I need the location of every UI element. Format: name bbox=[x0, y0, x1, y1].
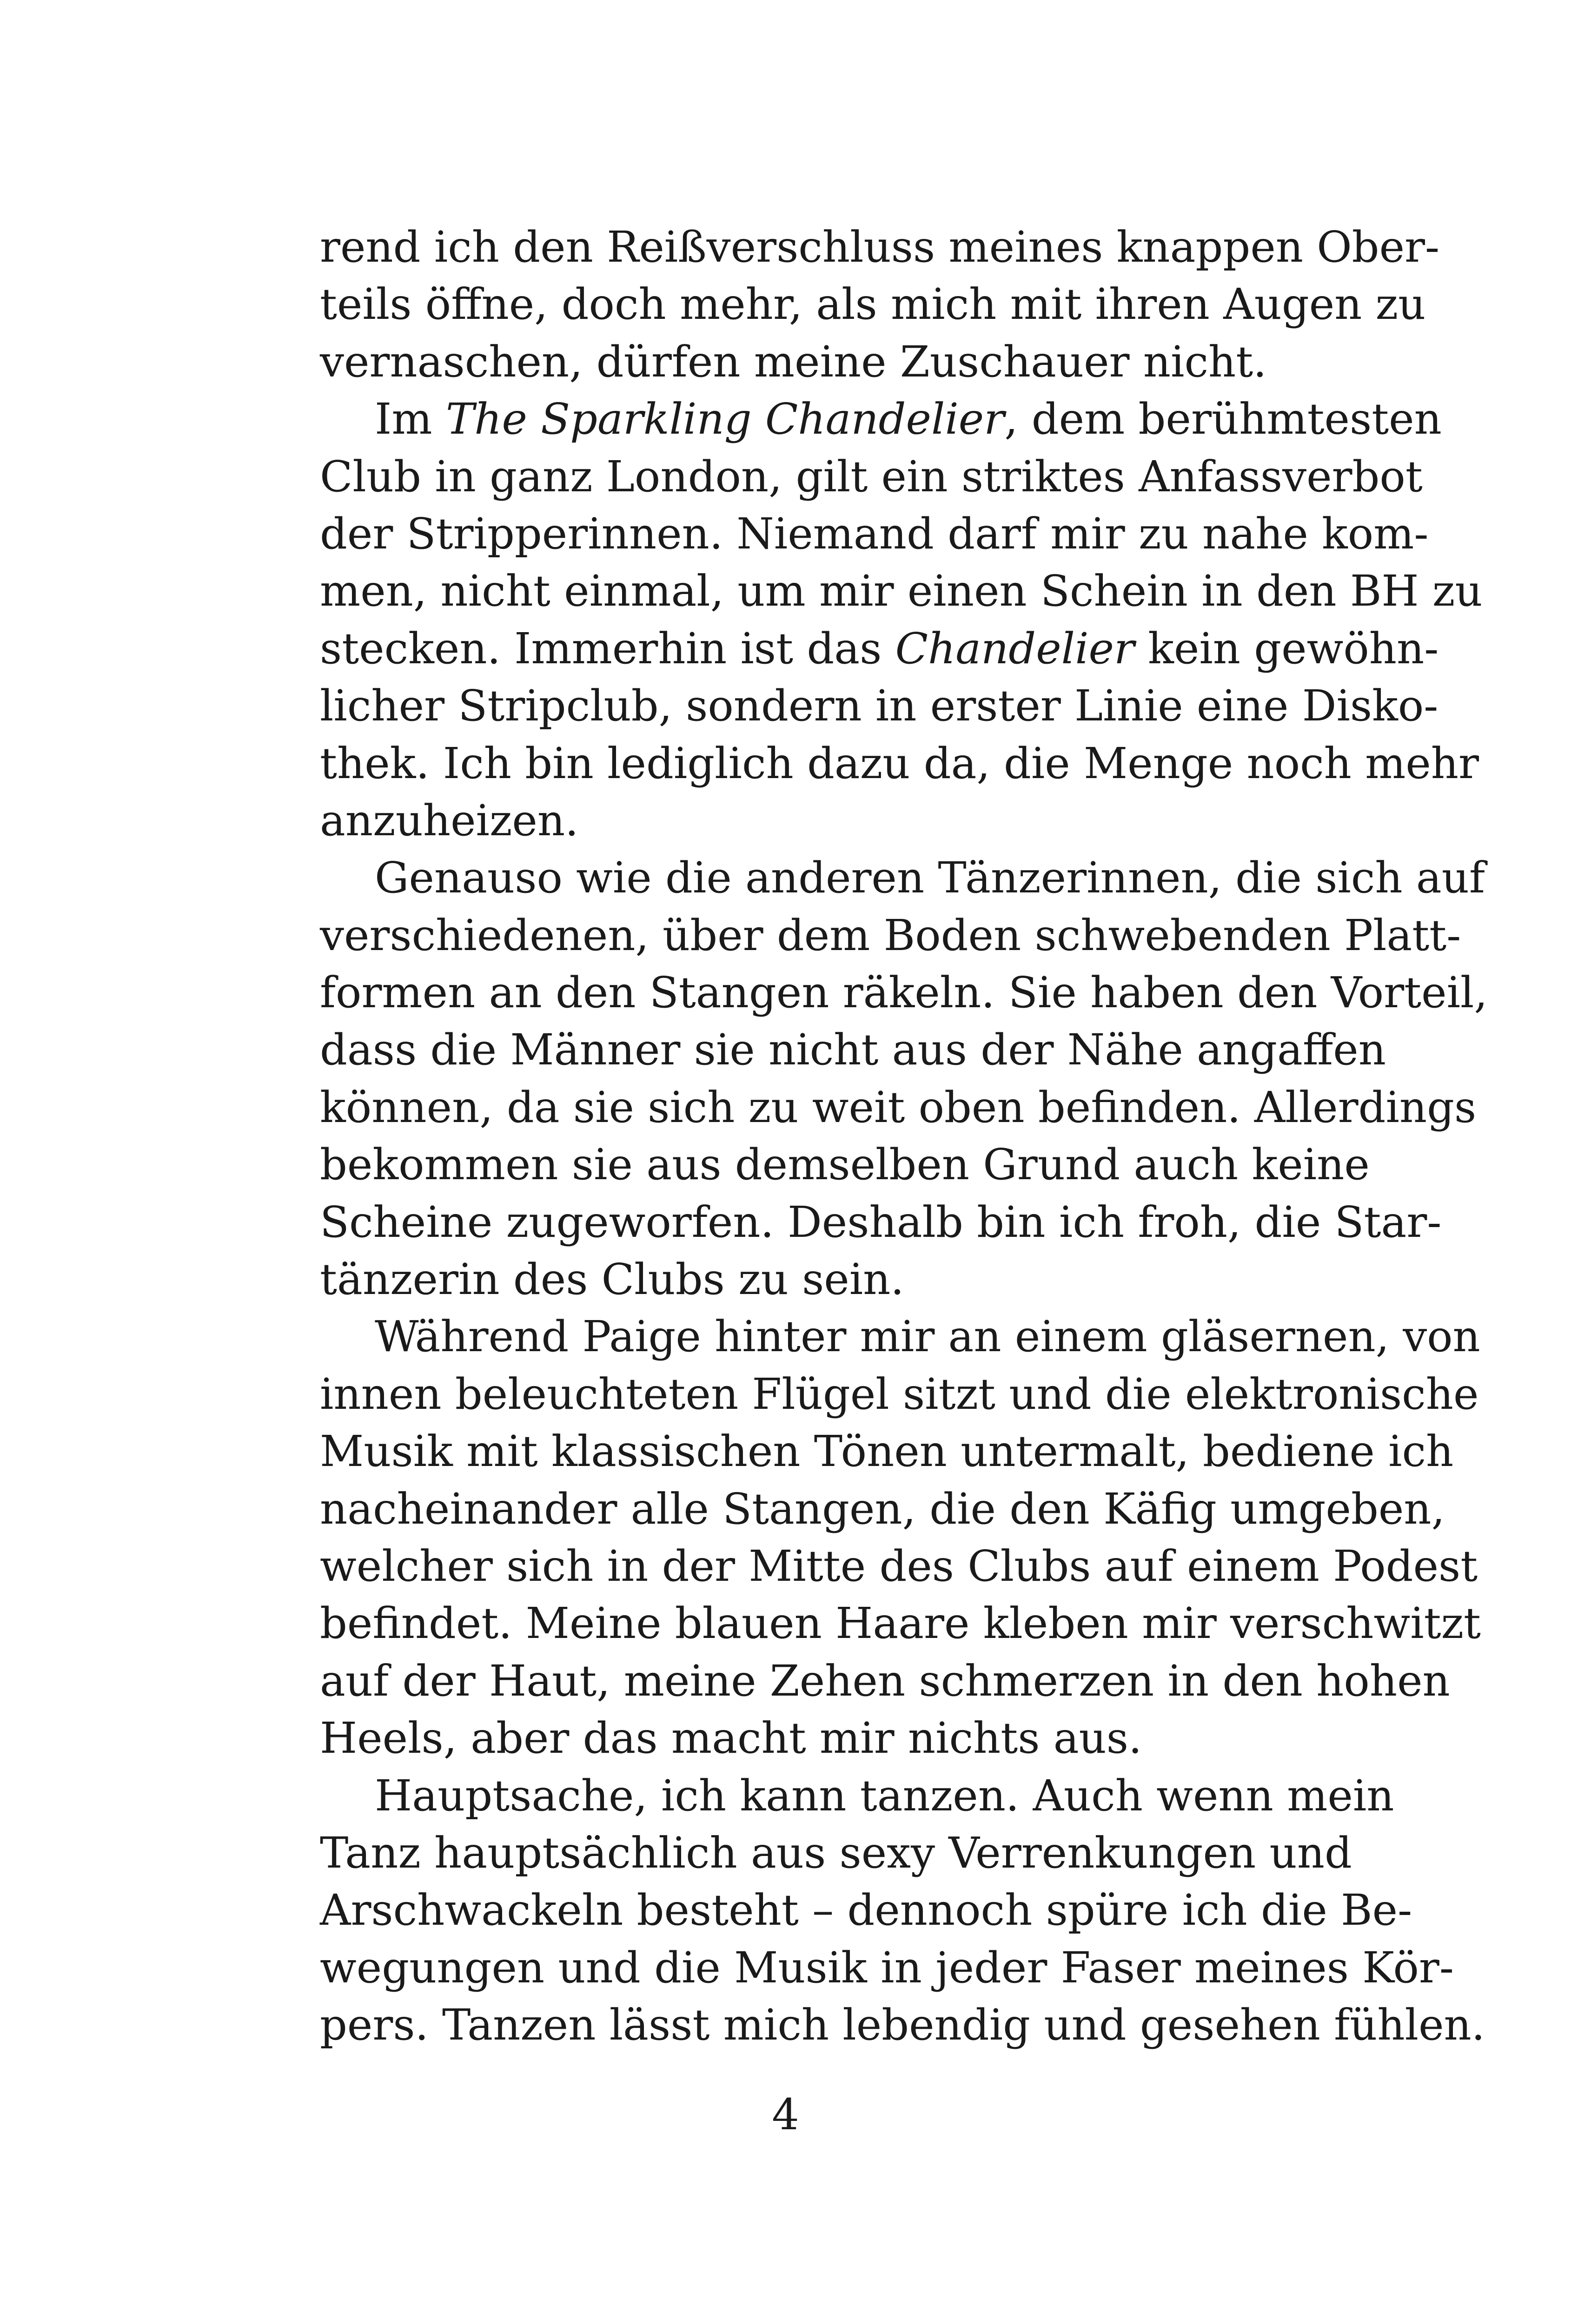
text-line: auf der Haut, meine Zehen schmerzen in den hohen bbox=[320, 1656, 1450, 1706]
text-line: verschiedenen, über dem Boden schwebenden Platt- bbox=[320, 910, 1461, 960]
text-line: Tanz hauptsächlich aus sexy Verrenkungen und bbox=[320, 1828, 1352, 1878]
text-line: licher Stripclub, sondern in erster Linie eine Disko- bbox=[320, 681, 1438, 731]
text-segment: kein gewöhn- bbox=[1134, 623, 1439, 673]
text-line: anzuheizen. bbox=[320, 795, 579, 845]
text-line bbox=[320, 390, 1442, 448]
text-segment: Im bbox=[375, 394, 446, 444]
text-line: Hauptsache, ich kann tanzen. Auch wenn mein bbox=[375, 1770, 1394, 1821]
text-line: rend ich den Reißverschluss meines knappen Ober- bbox=[320, 222, 1440, 272]
text-line: Club in ganz London, gilt ein striktes Anfassverbot bbox=[320, 451, 1423, 502]
text-line: thek. Ich bin lediglich dazu da, die Menge noch mehr bbox=[320, 738, 1479, 788]
text-line bbox=[320, 620, 1439, 677]
text-line: der Stripperinnen. Niemand darf mir zu nahe kom- bbox=[320, 508, 1429, 559]
text-line: Arschwackeln besteht – dennoch spüre ich die Be- bbox=[320, 1885, 1412, 1935]
text-line: Musik mit klassischen Tönen untermalt, bediene ich bbox=[320, 1426, 1454, 1477]
text-line: vernaschen, dürfen meine Zuschauer nicht. bbox=[320, 337, 1267, 387]
text-line: Heels, aber das macht mir nichts aus. bbox=[320, 1713, 1142, 1763]
club-name-italic: Chandelier bbox=[895, 623, 1134, 673]
text-line: können, da sie sich zu weit oben befinden. Allerdings bbox=[320, 1082, 1477, 1132]
text-line: bekommen sie aus demselben Grund auch keine bbox=[320, 1140, 1370, 1190]
text-line: innen beleuchteten Flügel sitzt und die elektronische bbox=[320, 1369, 1479, 1419]
page-number: 4 bbox=[772, 2090, 799, 2139]
text-line: pers. Tanzen lässt mich lebendig und gesehen fühlen. bbox=[320, 2000, 1485, 2050]
text-line: welcher sich in der Mitte des Clubs auf einem Podest bbox=[320, 1541, 1478, 1591]
text-line: befindet. Meine blauen Haare kleben mir verschwitzt bbox=[320, 1598, 1481, 1649]
text-line: wegungen und die Musik in jeder Faser meines Kör- bbox=[320, 1942, 1454, 1993]
text-segment: , dem berühmtesten bbox=[1004, 394, 1442, 444]
text-line: Während Paige hinter mir an einem gläsernen, von bbox=[375, 1312, 1480, 1362]
text-line: Genauso wie die anderen Tänzerinnen, die sich auf bbox=[375, 853, 1485, 903]
text-line: Scheine zugeworfen. Deshalb bin ich froh, die Star- bbox=[320, 1197, 1442, 1247]
text-line: tänzerin des Clubs zu sein. bbox=[320, 1254, 904, 1305]
text-line: men, nicht einmal, um mir einen Schein in den BH zu bbox=[320, 566, 1483, 616]
body-text bbox=[320, 218, 1488, 2054]
text-line: formen an den Stangen räkeln. Sie haben den Vorteil, bbox=[320, 968, 1488, 1018]
text-line: dass die Männer sie nicht aus der Nähe angaffen bbox=[320, 1025, 1386, 1075]
text-line: teils öffne, doch mehr, als mich mit ihren Augen zu bbox=[320, 279, 1426, 330]
text-line: nacheinander alle Stangen, die den Käfig umgeben, bbox=[320, 1484, 1445, 1534]
club-name-italic: The Sparkling Chandelier bbox=[445, 394, 1005, 444]
text-segment: stecken. Immerhin ist das bbox=[320, 623, 895, 673]
